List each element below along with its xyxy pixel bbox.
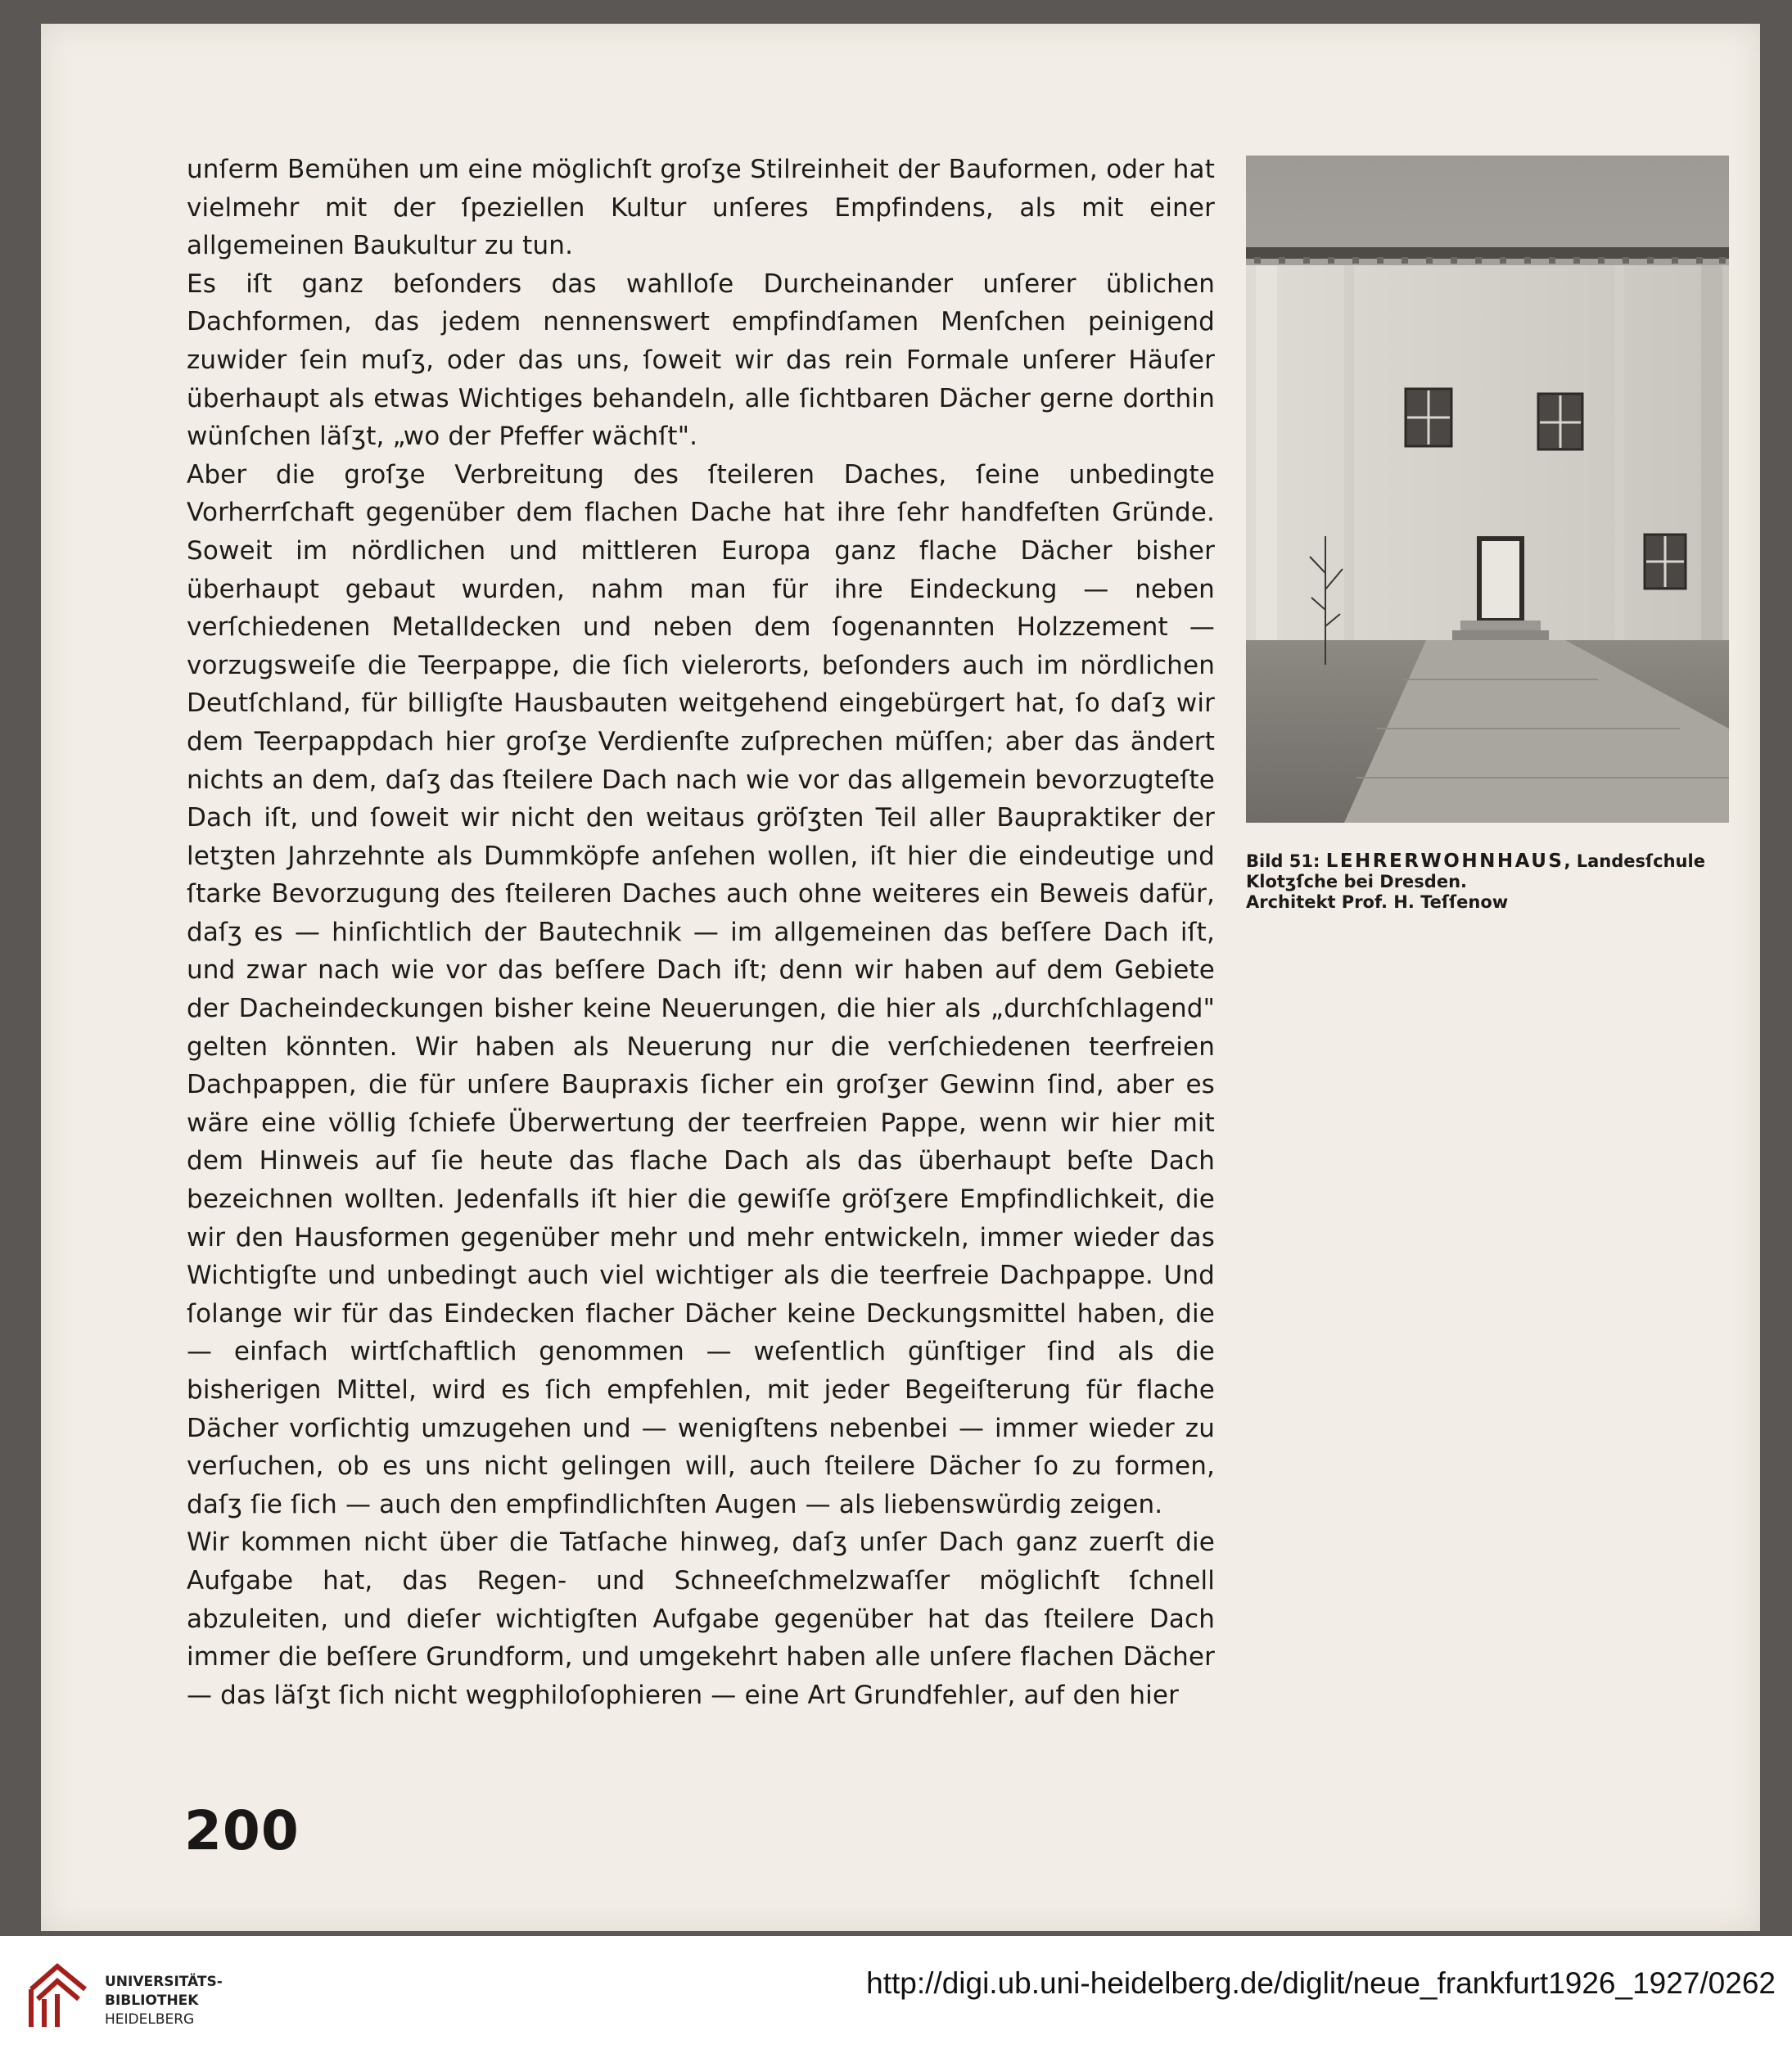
caption-line-2: Klotʒſche bei Dresden. [1246, 872, 1467, 891]
caption-line1-rest: , Landesſchule [1564, 851, 1705, 871]
library-name [105, 1973, 223, 2029]
paragraph: unſerm Bemühen um eine möglichſt groſʒe Stilreinheit der Bauformen, oder hat vielmehr mit der ſpeziellen Kultur unſeres Empfindens, als mit einer allgemeinen Baukultur zu tun. [187, 155, 1215, 261]
paragraph: Wir kommen nicht über die Tatſache hinweg, daſʒ unſer Dach ganz zuerſt die Aufgabe hat, das Regen- und Schneeſchmelzwaſſer möglichſt ſchnell abzuleiten, und dieſer wichtigſten Aufgabe gegenüber hat das ſteilere Dach immer die beſſere Grundform, und umgekehrt haben alle unſere flachen Dächer — das läſʒt ſich nicht wegphiloſophieren — eine Art Grundfehler, auf den hier [187, 1528, 1215, 1710]
main-text-column [187, 151, 1215, 1714]
caption-line-1 [1246, 851, 1754, 872]
page-number: 200 [184, 1799, 300, 1862]
house-photograph [1246, 156, 1729, 823]
library-logo-icon [20, 1956, 100, 2037]
paragraph: Aber die groſʒe Verbreitung des ſteileren Daches, ſeine unbedingte Vorherrſchaft gegenüber dem flachen Dache hat ihre ſehr handfeſten Gründe. Soweit im nördlichen und mittleren Europa ganz flache Dächer bisher überhaupt gebaut wurden, nahm man für ihre Eindeckung — neben verſchiedenen Metalldecken und neben dem ſogenannten Holzzement — vorzugsweiſe die Teerpappe, die ſich vielerorts, beſonders auch im nördlichen Deutſchland, für billigſte Hausbauten weitgehend eingebürgert hat, ſo daſʒ wir dem Teerpappdach hier groſʒe Verdienſte zuſprechen müſſen; aber das ändert nichts an dem, daſʒ das ſteilere Dach nach wie vor das allgemein bevorzugteſte Dach iſt, und ſoweit wir nicht den weitaus gröſʒten Teil aller Baupraktiker der letʒten Jahrzehnte als Dummköpfe anſehen wollen, iſt hier die eindeutige und ſtarke Bevorzugung des ſteileren Daches auch ohne weiteres ein Beweis dafür, daſʒ es — hinſichtlich der Bautechnik — im allgemeinen das beſſere Dach iſt, und zwar nach wie vor das beſſere Dach iſt; denn wir haben auf dem Gebiete der Dacheindeckungen bisher keine Neuerungen, die hier als „durchſchlagend" gelten könnten. Wir haben als Neuerung nur die verſchiedenen teerfreien Dachpappen, die für unſere Baupraxis ſicher ein groſʒer Gewinn ſind, aber es wäre eine völlig ſchiefe Überwertung der teerfreien Pappe, wenn wir hier mit dem Hinweis auf ſie heute das flache Dach als das überhaupt beſte Dach bezeichnen wollten. Jedenfalls iſt hier die gewiſſe gröſʒere Empfindlichkeit, die wir den Hausformen gegenüber mehr und mehr entwickeln, immer wieder das Wichtigſte und unbedingt auch viel wichtiger als die teerfreie Dachpappe. Und ſolange wir für das Eindecken flacher Dächer keine Deckungsmittel haben, die — einfach wirtſchaftlich genommen — weſentlich günſtiger ſind als die bisherigen Mittel, wird es ſich empfehlen, mit jeder Begeiſterung für flache Dächer vorſichtig umzugehen und — wenigſtens nebenbei — immer wieder zu verſuchen, ob es uns nicht gelingen will, auch ſteilere Dächer ſo zu formen, daſʒ ſie ſich — auch den empfindlichſten Augen — als liebenswürdig zeigen. [187, 459, 1215, 1519]
paragraph: Es iſt ganz beſonders das wahlloſe Durcheinander unſerer üblichen Dachformen, das jedem nennenswert empfindſamen Menſchen peinigend zuwider ſein muſʒ, oder das uns, ſoweit wir das rein Formale unſerer Häuſer überhaupt als etwas Wichtiges behandeln, alle ſichtbaren Dächer gerne dorthin wünſchen läſʒt, „wo der Pfeffer wächſt". [187, 269, 1215, 452]
caption-line-3: Architekt Prof. H. Teſſenow [1246, 892, 1509, 912]
footer-bar [0, 1936, 1792, 2067]
caption-headline: LEHRERWOHNHAUS [1325, 851, 1564, 872]
library-name-line-3: HEIDELBERG [105, 2011, 195, 2028]
library-name-line-1: UNIVERSITÄTS- [105, 1974, 223, 1990]
library-name-line-2: BIBLIOTHEK [105, 1993, 199, 2009]
caption-prefix: Bild 51: [1246, 851, 1326, 871]
document-url[interactable]: http://digi.ub.uni-heidelberg.de/diglit/neue_frankfurt1926_1927/0262 [866, 1966, 1776, 2000]
figure-caption [1246, 851, 1754, 913]
